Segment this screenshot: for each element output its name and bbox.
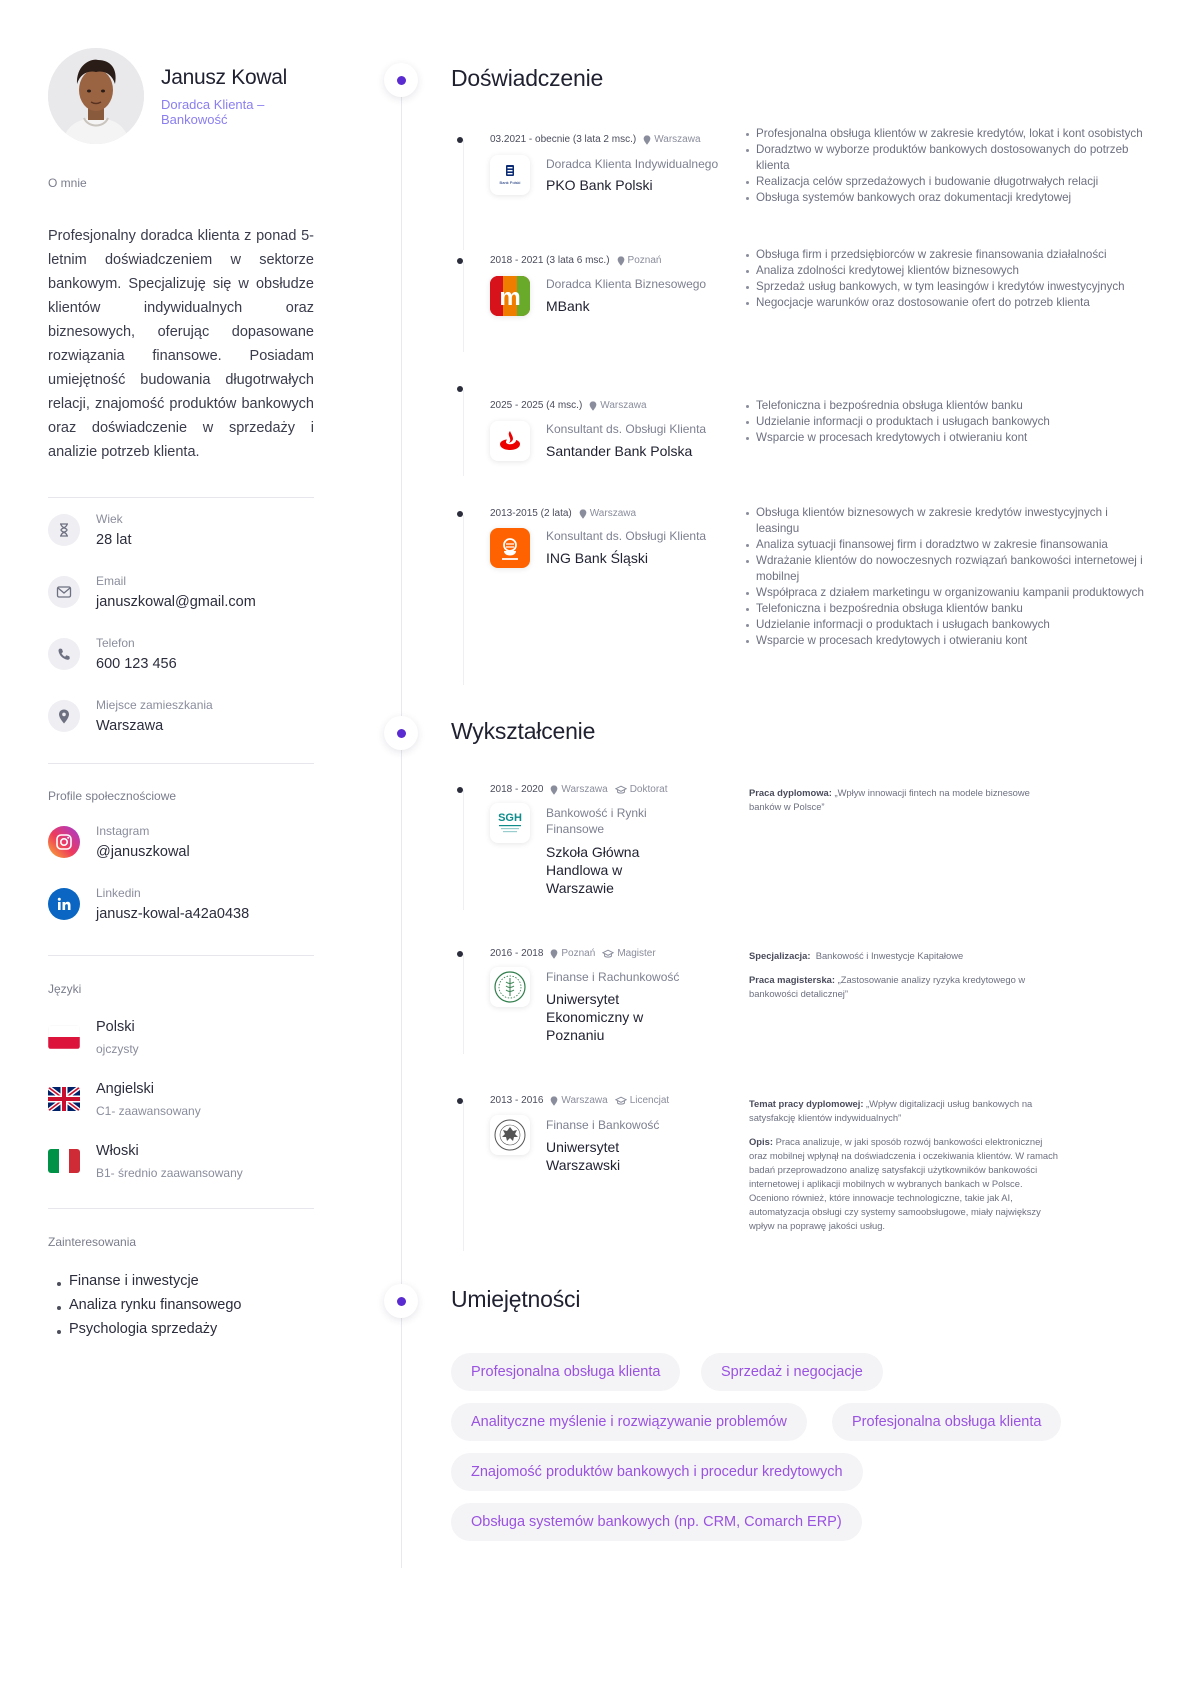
info-value: 28 lat xyxy=(96,532,132,548)
entry-dot xyxy=(457,258,463,264)
date: 2016 - 2018 xyxy=(490,948,544,959)
experience-meta xyxy=(490,255,661,266)
location-icon xyxy=(617,256,625,266)
bullet-item: Udzielanie informacji o produktach i usługach bankowych xyxy=(745,414,1145,430)
info-value: Warszawa xyxy=(96,718,164,734)
location: Warszawa xyxy=(600,400,647,411)
italy-flag-icon xyxy=(48,1149,80,1173)
info-label: Email xyxy=(96,574,127,588)
position: Doradca Klienta Indywidualnego xyxy=(546,157,719,171)
phone-icon xyxy=(48,638,80,670)
bullet-item: Wsparcie w procesach kredytowych i otwieraniu kont xyxy=(745,633,1145,649)
experience-meta xyxy=(490,134,701,145)
social-instagram[interactable] xyxy=(48,826,314,888)
info-label: Wiek xyxy=(96,512,123,526)
timeline-line xyxy=(401,78,402,1568)
svg-text:SGH: SGH xyxy=(498,812,522,824)
duration: (3 lata 6 msc.) xyxy=(546,255,610,266)
bullet-item: Analiza zdolności kredytowej klientów biznesowych xyxy=(745,263,1145,279)
phone-link[interactable]: 600 123 456 xyxy=(96,656,177,672)
language-name: Włoski xyxy=(96,1143,139,1159)
interests-list xyxy=(48,1273,314,1345)
note-label: Opis: xyxy=(749,1136,773,1147)
note-text: Praca analizuje, w jaki sposób rozwój bankowości elektronicznej oraz mobilnej wpłynął na doświadczenia i oczekiwania klientów. W ramach badań przeprowadzono analizę satysfakcji użytkowników bankowości internetowej i aplikacji mobilnych w wybranych bankach w Polsce. Oceniono również, które innowacje technologiczne, takie jak AI, automatyzacja obsługi czy systemy samoobsługowe, miały największy wpływ na poprawę jakości usług. xyxy=(749,1136,1058,1231)
entry-line xyxy=(463,140,464,250)
entry-line xyxy=(463,790,464,910)
company: MBank xyxy=(546,298,590,314)
pko-logo xyxy=(490,155,530,195)
entry-dot xyxy=(457,1098,463,1104)
skills-title: Umiejętności xyxy=(451,1286,581,1312)
svg-text:m: m xyxy=(499,284,521,311)
bullet-item: Obsługa klientów biznesowych w zakresie kredytów inwestycyjnych i leasingu xyxy=(745,505,1145,537)
info-label: Miejsce zamieszkania xyxy=(96,698,213,712)
interest-item: Analiza rynku finansowego xyxy=(48,1297,314,1321)
bullet-item: Telefoniczna i bezpośrednia obsługa klientów banku xyxy=(745,398,1145,414)
skill-chip: Obsługa systemów bankowych (np. CRM, Comarch ERP) xyxy=(451,1503,862,1541)
linkedin-handle[interactable]: janusz-kowal-a42a0438 xyxy=(96,906,250,922)
bullet-item: Negocjacje warunków oraz dostosowanie ofert do potrzeb klienta xyxy=(745,295,1145,311)
responsibilities-list xyxy=(745,126,1145,206)
graduation-cap-icon xyxy=(615,785,627,795)
avatar-photo xyxy=(48,48,144,144)
skill-chip: Profesjonalna obsługa klienta xyxy=(832,1403,1061,1441)
position: Doradca Klienta Biznesowego xyxy=(546,277,707,291)
location: Poznań xyxy=(561,948,596,959)
field-of-study: Finanse i Bankowość xyxy=(546,1118,660,1132)
mail-icon xyxy=(48,576,80,608)
social-label-text: Instagram xyxy=(96,824,150,838)
skill-chip: Profesjonalna obsługa klienta xyxy=(451,1353,680,1391)
experience-meta xyxy=(490,508,636,519)
duration: (2 lata) xyxy=(540,508,572,519)
bullet-item: Doradztwo w wyborze produktów bankowych dostosowanych do potrzeb klienta xyxy=(745,142,1145,174)
bullet-item: Współpraca z działem marketingu w organizowaniu kampanii produktowych xyxy=(745,585,1145,601)
divider xyxy=(48,955,314,956)
interest-item: Finanse i inwestycje xyxy=(48,1273,314,1297)
field-of-study: Bankowość i Rynki Finansowe xyxy=(546,806,647,836)
bullet-item: Sprzedaż usług bankowych, w tym leasingów i kredytów inwestycyjnych xyxy=(745,279,1145,295)
divider xyxy=(48,497,314,498)
language-level: ojczysty xyxy=(96,1042,139,1056)
bullet-item: Udzielanie informacji o produktach i usługach bankowych xyxy=(745,617,1145,633)
date: 03.2021 - obecnie xyxy=(490,134,571,145)
location: Warszawa xyxy=(561,784,608,795)
date: 2018 - 2021 xyxy=(490,255,544,266)
instagram-handle[interactable]: @januszkowal xyxy=(96,844,190,860)
degree: Doktorat xyxy=(629,784,668,795)
company: ING Bank Śląski xyxy=(546,550,648,566)
interests-label: Zainteresowania xyxy=(48,1235,137,1249)
language-name: Polski xyxy=(96,1019,135,1035)
divider xyxy=(48,1208,314,1209)
timeline-marker xyxy=(384,63,418,97)
duration: (4 msc.) xyxy=(546,400,583,411)
skill-chip: Sprzedaż i negocjacje xyxy=(701,1353,883,1391)
location: Warszawa xyxy=(654,134,701,145)
location: Warszawa xyxy=(561,1095,608,1106)
note-label: Temat pracy dyplomowej: xyxy=(749,1098,864,1109)
bullet-item: Telefoniczna i bezpośrednia obsługa klientów banku xyxy=(745,601,1145,617)
email-link[interactable]: januszkowal@gmail.com xyxy=(96,594,256,610)
bullet-item: Realizacja celów sprzedażowych i budowanie długotrwałych relacji xyxy=(745,174,1145,190)
sgh-logo xyxy=(490,803,530,843)
location-icon xyxy=(643,135,651,145)
note-text: „Wpływ digitalizacji usług bankowych na satysfakcję klientów indywidualnych” xyxy=(749,1098,1033,1123)
divider xyxy=(48,763,314,764)
position: Konsultant ds. Obsługi Klienta xyxy=(546,529,707,543)
entry-line xyxy=(463,515,464,685)
personal-info-list xyxy=(48,514,314,762)
location-icon xyxy=(579,509,587,519)
info-email xyxy=(48,576,314,638)
entry-dot xyxy=(457,511,463,517)
degree: Magister xyxy=(617,948,656,959)
skill-chip: Znajomość produktów bankowych i procedur kredytowych xyxy=(451,1453,863,1491)
timeline-marker xyxy=(384,716,418,750)
note-text: „Wpływ innowacji fintech na modele biznesowe banków w Polsce” xyxy=(749,787,1030,812)
note-label: Specjalizacja: xyxy=(749,950,811,961)
poland-flag-icon xyxy=(48,1025,80,1049)
info-location xyxy=(48,700,314,762)
graduation-cap-icon xyxy=(615,1096,627,1106)
entry-line xyxy=(463,1101,464,1251)
date: 2013-2015 xyxy=(490,508,538,519)
education-notes xyxy=(749,949,1059,1001)
education-notes xyxy=(749,1097,1059,1233)
santander-logo xyxy=(490,421,530,461)
entry-line xyxy=(463,954,464,1054)
ing-logo xyxy=(490,528,530,568)
info-label: Telefon xyxy=(96,636,135,650)
experience-title: Doświadczenie xyxy=(451,65,604,91)
education-meta xyxy=(490,1095,669,1106)
bullet-item: Profesjonalna obsługa klientów w zakresie kredytów, lokat i kont osobistych xyxy=(745,126,1145,142)
school: Szkoła Główna Handlowa w Warszawie xyxy=(546,844,640,896)
entry-line xyxy=(463,262,464,352)
avatar xyxy=(48,48,144,144)
graduation-cap-icon xyxy=(602,949,614,959)
social-list xyxy=(48,826,314,950)
interest-item: Psychologia sprzedaży xyxy=(48,1321,314,1345)
note-text: Bankowość i Inwestycje Kapitałowe xyxy=(815,950,964,961)
bullet-item: Analiza sytuacji finansowej firm i doradztwo w zakresie finansowania xyxy=(745,537,1145,553)
info-age xyxy=(48,514,314,576)
note-text: „Zastosowanie analizy ryzyka kredytowego w bankowości detalicznej” xyxy=(749,974,1026,999)
social-label: Profile społecznościowe xyxy=(48,789,177,803)
entry-line xyxy=(463,390,464,476)
responsibilities-list xyxy=(745,505,1145,649)
language-item xyxy=(48,1145,314,1207)
skill-chip: Analityczne myślenie i rozwiązywanie problemów xyxy=(451,1403,807,1441)
person-name: Janusz Kowal xyxy=(161,65,287,89)
location: Warszawa xyxy=(589,508,637,519)
instagram-icon xyxy=(48,826,80,858)
about-text: Profesjonalny doradca klienta z ponad 5-letnim doświadczeniem w sektorze bankowym. Specjalizuję się w obsłudze klientów indywidualnych oraz biznesowych, oferując dopasowane rozwiązania finansowe. Posiadam umiejętność budowania długotrwałych relacji, znajomość produktów bankowych oraz doświadczenie w sprzedaży i analizie potrzeb klienta. xyxy=(48,228,314,460)
languages-label: Języki xyxy=(48,982,82,996)
social-linkedin[interactable] xyxy=(48,888,314,950)
date: 2013 - 2016 xyxy=(490,1095,544,1106)
location: Poznań xyxy=(627,255,662,266)
experience-meta xyxy=(490,400,647,411)
ue-poznan-logo xyxy=(490,967,530,1007)
social-label-text: Linkedin xyxy=(96,886,141,900)
info-phone xyxy=(48,638,314,700)
bullet-item: Wdrażanie klientów do nowoczesnych rozwiązań bankowości internetowej i mobilnej xyxy=(745,553,1145,585)
language-item xyxy=(48,1021,314,1083)
language-item xyxy=(48,1083,314,1145)
bullet-item: Obsługa systemów bankowych oraz dokumentacji kredytowej xyxy=(745,190,1145,206)
degree: Licencjat xyxy=(629,1095,670,1106)
timeline-marker xyxy=(384,1284,418,1318)
location-icon xyxy=(550,1096,558,1106)
person-role: Doradca Klienta – Bankowość xyxy=(161,96,265,127)
education-meta xyxy=(490,948,656,959)
education-title: Wykształcenie xyxy=(451,718,596,744)
entry-dot xyxy=(457,787,463,793)
mbank-logo xyxy=(490,276,530,316)
linkedin-icon xyxy=(48,888,80,920)
location-icon xyxy=(589,401,597,411)
uw-logo xyxy=(490,1115,530,1155)
language-level: B1- średnio zaawansowany xyxy=(96,1166,243,1180)
svg-text:Bank Polski: Bank Polski xyxy=(499,180,521,185)
hourglass-icon xyxy=(48,514,80,546)
date: 2018 - 2020 xyxy=(490,784,544,795)
languages-list xyxy=(48,1021,314,1207)
education-notes xyxy=(749,786,1059,814)
position: Konsultant ds. Obsługi Klienta xyxy=(546,422,707,436)
duration: (3 lata 2 msc.) xyxy=(572,134,637,145)
education-meta xyxy=(490,784,668,795)
language-level: C1- zaawansowany xyxy=(96,1104,201,1118)
uk-flag-icon xyxy=(48,1087,80,1111)
note-label: Praca magisterska: xyxy=(749,974,835,985)
entry-dot xyxy=(457,137,463,143)
sidebar xyxy=(48,48,314,1345)
school: Uniwersytet Ekonomiczny w Poznaniu xyxy=(546,991,644,1043)
profile-header xyxy=(48,48,314,144)
entry-dot xyxy=(457,951,463,957)
responsibilities-list xyxy=(745,247,1145,311)
responsibilities-list xyxy=(745,398,1145,446)
about-label: O mnie xyxy=(48,176,87,190)
note-label: Praca dyplomowa: xyxy=(749,787,832,798)
bullet-item: Obsługa firm i przedsiębiorców w zakresie finansowania działalności xyxy=(745,247,1145,263)
field-of-study: Finanse i Rachunkowość xyxy=(546,970,680,984)
school: Uniwersytet Warszawski xyxy=(546,1139,621,1173)
entry-dot xyxy=(457,386,463,392)
location-icon xyxy=(48,700,80,732)
language-name: Angielski xyxy=(96,1081,155,1097)
bullet-item: Wsparcie w procesach kredytowych i otwieraniu kont xyxy=(745,430,1145,446)
date: 2025 - 2025 xyxy=(490,400,544,411)
company: Santander Bank Polska xyxy=(546,443,693,459)
location-icon xyxy=(550,949,558,959)
location-icon xyxy=(550,785,558,795)
company: PKO Bank Polski xyxy=(546,177,653,193)
